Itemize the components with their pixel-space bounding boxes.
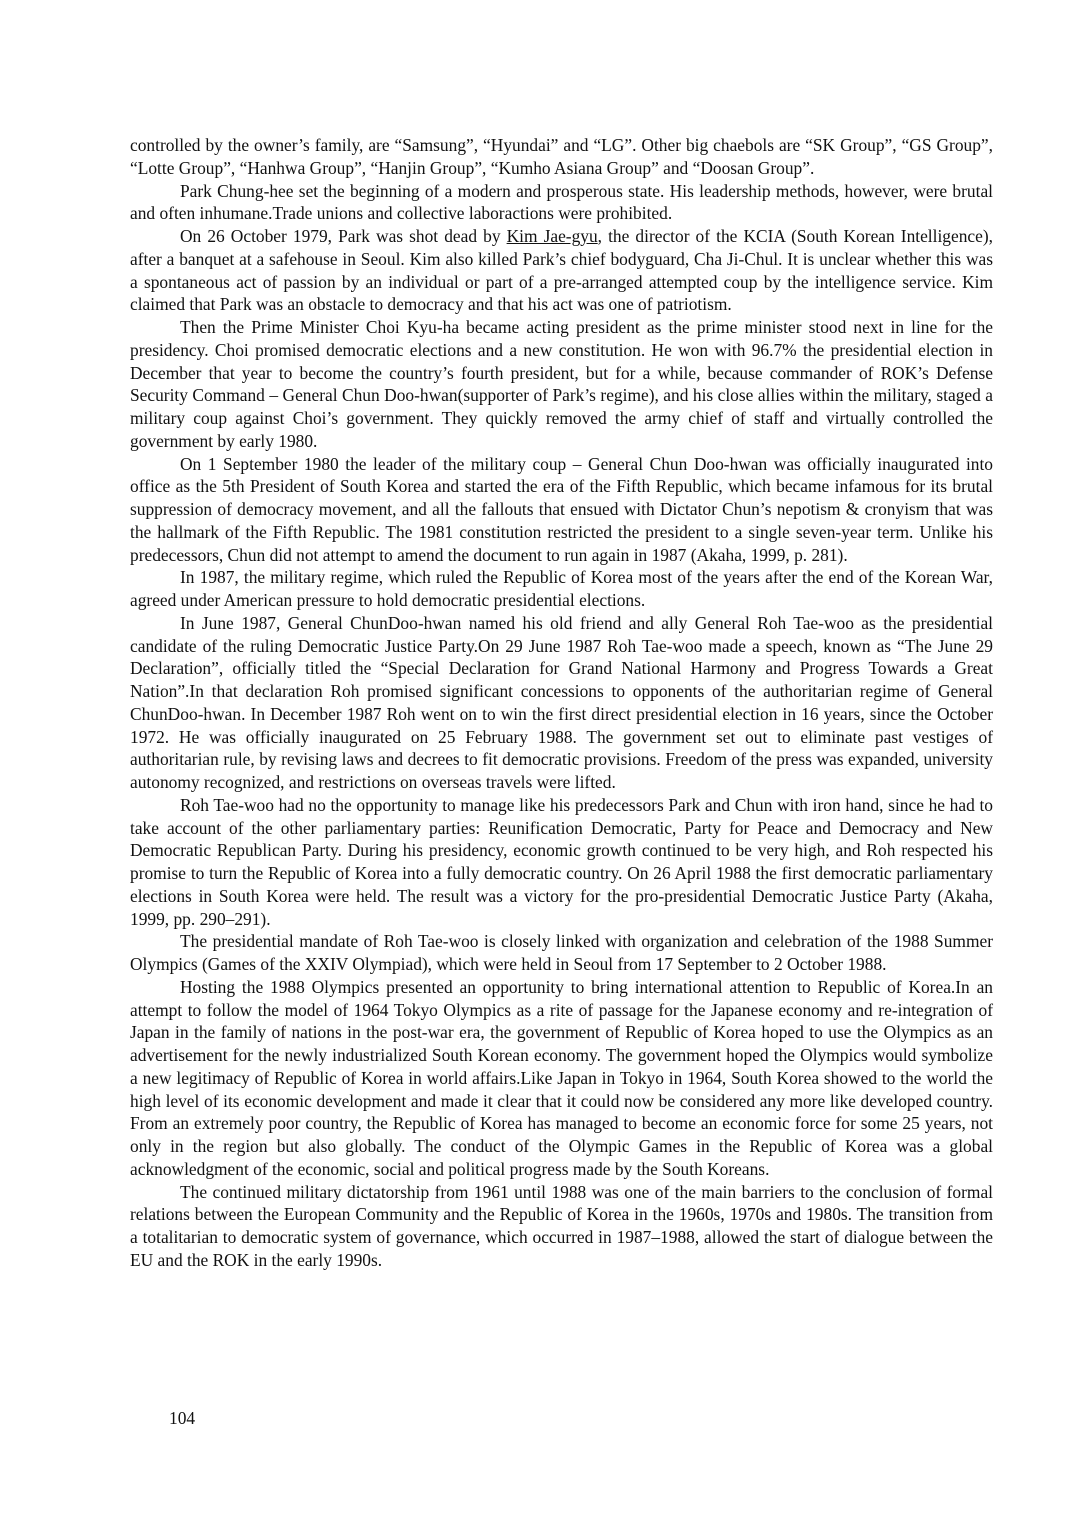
kim-jae-gyu-link[interactable]: Kim Jae-gyu bbox=[506, 226, 598, 246]
paragraph-assassination-rest: , the director of the KCIA (South Korean Intelligence), after a banquet at a safehouse in Seoul. Kim also killed Park’s chief bodyguard, Cha Ji-Chul. It is unclear whether this was a spontaneous act of passion by an individual or part of a pre-arranged attempted coup by the intelligence service. Kim claimed that Park was an obstacle to democracy and that his act was one of patriotism. bbox=[130, 226, 993, 315]
document-body bbox=[130, 134, 993, 1272]
paragraph-june-29-declaration: In June 1987, General ChunDoo-hwan named his old friend and ally General Roh Tae-woo as the presidential candidate of the ruling Democratic Justice Party.On 29 June 1987 Roh Tae-woo made a speech, known as “The June 29 Declaration”, officially titled the “Special Declaration for Grand National Harmony and Progress Towards a Great Nation”.In that declaration Roh promised significant concessions to opponents of the authoritarian regime of General ChunDoo-hwan. In December 1987 Roh went on to win the first direct presidential election in 16 years, since the October 1972. He was officially inaugurated on 25 February 1988. The government set out to eliminate past vestiges of authoritarian rule, by revising laws and decrees to fit democratic provisions. Freedom of the press was expanded, university autonomy recognized, and restrictions on overseas travels were lifted. bbox=[130, 612, 993, 792]
paragraph-1987-elections: In 1987, the military regime, which ruled the Republic of Korea most of the years after the end of the Korean War, agreed under American pressure to hold democratic presidential elections. bbox=[130, 567, 993, 610]
page-number: 104 bbox=[169, 1408, 196, 1428]
paragraph-chaebols: controlled by the owner’s family, are “Samsung”, “Hyundai” and “LG”. Other big chaebols are “SK Group”, “GS Group”, “Lotte Group”, “Hanhwa Group”, “Hanjin Group”, “Kumho Asiana Group” and “Doosan Group”. bbox=[130, 135, 993, 178]
paragraph-park-chung-hee: Park Chung-hee set the beginning of a modern and prosperous state. His leadership methods, however, were brutal and often inhumane.Trade unions and collective laboractions were prohibited. bbox=[130, 180, 993, 224]
paragraph-hosting-olympics: Hosting the 1988 Olympics presented an opportunity to bring international attention to Republic of Korea.In an attempt to follow the model of 1964 Tokyo Olympics as a rite of passage for the Japanese economy and re-integration of Japan in the family of nations in the post-war era, the government of Republic of Korea hoped to use the Olympics as an advertisement for the newly industrialized South Korean economy. The government hoped the Olympics would symbolize a new legitimacy of Republic of Korea in world affairs.Like Japan in Tokyo in 1964, South Korea showed to the world the high level of its economic development and made it clear that it could now be considered any more like developed country. From an extremely poor country, the Republic of Korea has managed to become an economic force for some 25 years, not only in the region but also globally. The conduct of the Olympic Games in the Republic of Korea was a global acknowledgment of the economic, social and political progress made by the South Koreans. bbox=[130, 976, 993, 1179]
paragraph-eu-relations: The continued military dictatorship from 1961 until 1988 was one of the main barriers to the conclusion of formal relations between the European Community and the Republic of Korea in the 1960s, 1970s and 1980s. The transition from a totalitarian to democratic system of governance, which occurred in 1987–1988, allowed the start of dialogue between the EU and the ROK in the early 1990s. bbox=[130, 1181, 993, 1270]
paragraph-assassination bbox=[130, 225, 993, 316]
paragraph-chun-doo-hwan: On 1 September 1980 the leader of the military coup – General Chun Doo-hwan was officially inaugurated into office as the 5th President of South Korea and started the era of the Fifth Republic, which became infamous for its brutal suppression of democracy movement, and all the fallouts that ensued with Dictator Chun’s nepotism & cronyism that was the hallmark of the Fifth Republic. The 1981 constitution restricted the president to a single seven-year term. Unlike his predecessors, Chun did not attempt to amend the document to run again in 1987 (Akaha, 1999, p. 281). bbox=[130, 453, 993, 565]
paragraph-roh-presidency: Roh Tae-woo had no the opportunity to manage like his predecessors Park and Chun with iron hand, since he had to take account of the other parliamentary parties: Reunification Democratic, Party for Peace and Democracy and New Democratic Republican Party. During his presidency, economic growth continued to be very high, and Roh respected his promise to turn the Republic of Korea into a fully democratic country. On 26 April 1988 the first democratic parliamentary elections in South Korea were held. The result was a victory for the pro-presidential Democratic Justice Party (Akaha, 1999, pp. 290–291). bbox=[130, 794, 993, 929]
paragraph-assassination-start: On 26 October 1979, Park was shot dead by bbox=[180, 226, 507, 246]
paragraph-choi-kyu-ha: Then the Prime Minister Choi Kyu-ha became acting president as the prime minister stood next in line for the presidency. Choi promised democratic elections and a new constitution. He won with 96.7% the presidential election in December that year to become the country’s fourth president, but for a while, because commander of ROK’s Defense Security Command – General Chun Doo-hwan(supporter of Park’s regime), and his close allies within the military, staged a military coup against Choi’s government. They quickly removed the army chief of staff and virtually controlled the government by early 1980. bbox=[130, 317, 993, 451]
paragraph-olympics-mandate: The presidential mandate of Roh Tae-woo is closely linked with organization and celebration of the 1988 Summer Olympics (Games of the XXIV Olympiad), which were held in Seoul from 17 September to 2 October 1988. bbox=[130, 931, 993, 974]
